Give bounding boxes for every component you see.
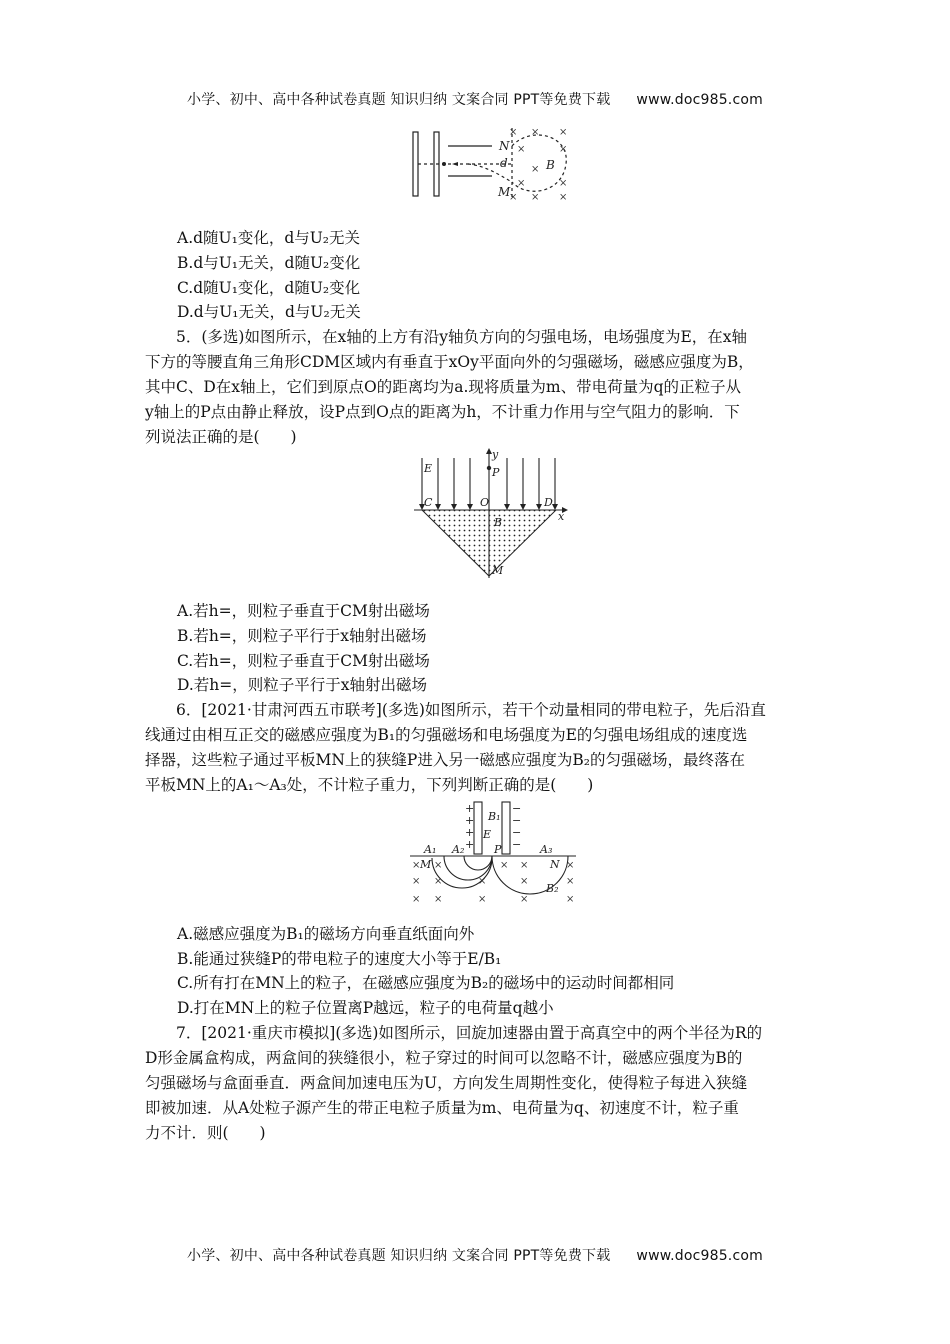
label-A3: A₃ <box>540 843 553 856</box>
q4-option-c: C.d随U₁变化，d随U₂变化 <box>177 279 361 297</box>
svg-text:×: × <box>509 192 518 203</box>
svg-text:×: × <box>559 192 568 203</box>
q4-option-d: D.d与U₁无关，d与U₂无关 <box>177 303 361 321</box>
q7-line: 匀强磁场与盒面垂直．两盒间加速电压为U，方向发生周期性变化，使得粒子每进入狭缝 <box>145 1074 748 1092</box>
svg-text:−: − <box>512 826 522 839</box>
q4-option-b: B.d与U₁无关，d随U₂变化 <box>177 254 361 272</box>
svg-text:+: + <box>465 814 475 827</box>
svg-text:−: − <box>512 838 522 851</box>
label-y: y <box>492 448 499 461</box>
q6-line: 线通过由相互正交的磁感应强度为B₁的匀强磁场和电场强度为E的匀强电场组成的速度选 <box>145 726 748 744</box>
q6-option-d: D.打在MN上的粒子位置离P越远，粒子的电荷量q越小 <box>177 999 554 1017</box>
label-E: E <box>424 462 433 475</box>
q6-line: 择器，这些粒子通过平板MN上的狭缝P进入另一磁感应强度为B₂的匀强磁场，最终落在 <box>145 751 745 769</box>
svg-text:×: × <box>559 144 568 155</box>
label-A1: A₁ <box>424 843 437 856</box>
q6-option-a: A.磁感应强度为B₁的磁场方向垂直纸面向外 <box>177 925 475 943</box>
q4-option-a: A.d随U₁变化，d与U₂无关 <box>177 229 361 247</box>
label-B: B <box>546 158 555 172</box>
plate-left <box>413 132 418 196</box>
footer-site: www.doc985.com <box>636 1248 763 1264</box>
label-C: C <box>424 496 433 509</box>
q7-line: D形金属盒构成，两盒间的狭缝很小，粒子穿过的时间可以忽略不计，磁感应强度为B的 <box>145 1049 743 1067</box>
label-B2: B₂ <box>546 882 559 895</box>
page-footer <box>0 1245 950 1265</box>
svg-text:×: × <box>434 894 443 905</box>
figure-q6-diagram <box>408 798 578 908</box>
figure-q5-diagram <box>412 448 572 580</box>
header-site: www.doc985.com <box>636 92 763 108</box>
svg-text:×: × <box>500 860 509 871</box>
q5-option-c: C.若h=，则粒子垂直于CM射出磁场 <box>177 652 430 670</box>
label-D: D <box>544 496 553 509</box>
label-B: B <box>494 516 503 529</box>
q6-option-b: B.能通过狭缝P的带电粒子的速度大小等于E/B₁ <box>177 950 502 968</box>
label-d: d <box>500 156 508 170</box>
page-header <box>0 89 950 109</box>
svg-text:×: × <box>559 178 568 189</box>
q6-stem <box>145 698 805 798</box>
label-N: N <box>550 858 560 871</box>
q5-line: 列说法正确的是( ) <box>145 428 297 446</box>
svg-text:×: × <box>412 860 421 871</box>
svg-text:×: × <box>434 876 443 887</box>
q6-option-c: C.所有打在MN上的粒子，在磁感应强度为B₂的磁场中的运动时间都相同 <box>177 974 675 992</box>
svg-text:−: − <box>512 802 522 815</box>
fig1-labels <box>497 139 555 199</box>
svg-text:+: + <box>465 802 475 815</box>
svg-text:×: × <box>520 860 529 871</box>
header-text: 小学、初中、高中各种试卷真题 知识归纳 文案合同 PPT等免费下载 <box>187 92 611 108</box>
label-P: P <box>494 843 502 856</box>
q5-line: 5．(多选)如图所示，在x轴的上方有沿y轴负方向的匀强电场，电场强度为E，在x轴 <box>176 328 748 346</box>
label-A2: A₂ <box>452 843 465 856</box>
q5-option-a: A.若h=，则粒子垂直于CM射出磁场 <box>177 602 430 620</box>
label-x: x <box>558 510 565 523</box>
label-M: M <box>420 858 432 871</box>
svg-text:×: × <box>478 876 487 887</box>
q7-line: 力不计．则( ) <box>145 1124 266 1142</box>
svg-text:×: × <box>531 164 540 175</box>
svg-text:×: × <box>434 860 443 871</box>
svg-text:×: × <box>566 894 575 905</box>
svg-text:×: × <box>520 894 529 905</box>
svg-text:×: × <box>566 860 575 871</box>
label-P: P <box>492 466 500 479</box>
q7-line: 即被加速．从A处粒子源产生的带正电粒子质量为m、电荷量为q、初速度不计，粒子重 <box>145 1099 739 1117</box>
svg-text:×: × <box>412 876 421 887</box>
svg-text:×: × <box>509 127 518 138</box>
label-O: O <box>480 496 490 509</box>
svg-text:×: × <box>478 894 487 905</box>
label-M: M <box>492 564 504 577</box>
svg-text:×: × <box>520 876 529 887</box>
q7-stem <box>145 1021 805 1146</box>
q5-option-d: D.若h=，则粒子平行于x轴射出磁场 <box>177 676 428 694</box>
svg-text:×: × <box>412 894 421 905</box>
svg-text:+: + <box>465 838 475 851</box>
q7-line: 7．[2021·重庆市模拟](多选)如图所示，回旋加速器由置于高真空中的两个半径为R的 <box>176 1024 763 1042</box>
svg-text:×: × <box>566 876 575 887</box>
q5-line: 下方的等腰直角三角形CDM区域内有垂直于xOy平面向外的匀强磁场，磁感应强度为B， <box>145 353 754 371</box>
svg-text:−: − <box>512 814 522 827</box>
q5-line: 其中C、D在x轴上，它们到原点O的距离均为a.现将质量为m、带电荷量为q的正粒子从 <box>145 378 742 396</box>
label-E: E <box>483 828 492 841</box>
q6-line: 6．[2021·甘肃河西五市联考](多选)如图所示，若干个动量相同的带电粒子，先后沿直 <box>176 701 766 719</box>
footer-text: 小学、初中、高中各种试卷真题 知识归纳 文案合同 PPT等免费下载 <box>187 1248 611 1264</box>
svg-text:×: × <box>531 127 540 138</box>
svg-text:×: × <box>517 144 526 155</box>
svg-text:×: × <box>531 192 540 203</box>
label-N: N <box>499 139 510 153</box>
q6-line: 平板MN上的A₁～A₃处，不计粒子重力，下列判断正确的是( ) <box>145 776 594 794</box>
svg-text:+: + <box>465 826 475 839</box>
q5-stem <box>145 325 805 450</box>
label-B1: B₁ <box>488 810 501 823</box>
svg-text:×: × <box>517 178 526 189</box>
label-M: M <box>498 185 511 199</box>
svg-text:×: × <box>559 127 568 138</box>
fig1-field-marks <box>509 127 567 203</box>
figure-q4-diagram <box>408 124 578 204</box>
q5-line: y轴上的P点由静止释放，设P点到O点的距离为h，不计重力作用与空气阻力的影响．下 <box>145 403 740 421</box>
q5-option-b: B.若h=，则粒子平行于x轴射出磁场 <box>177 627 427 645</box>
